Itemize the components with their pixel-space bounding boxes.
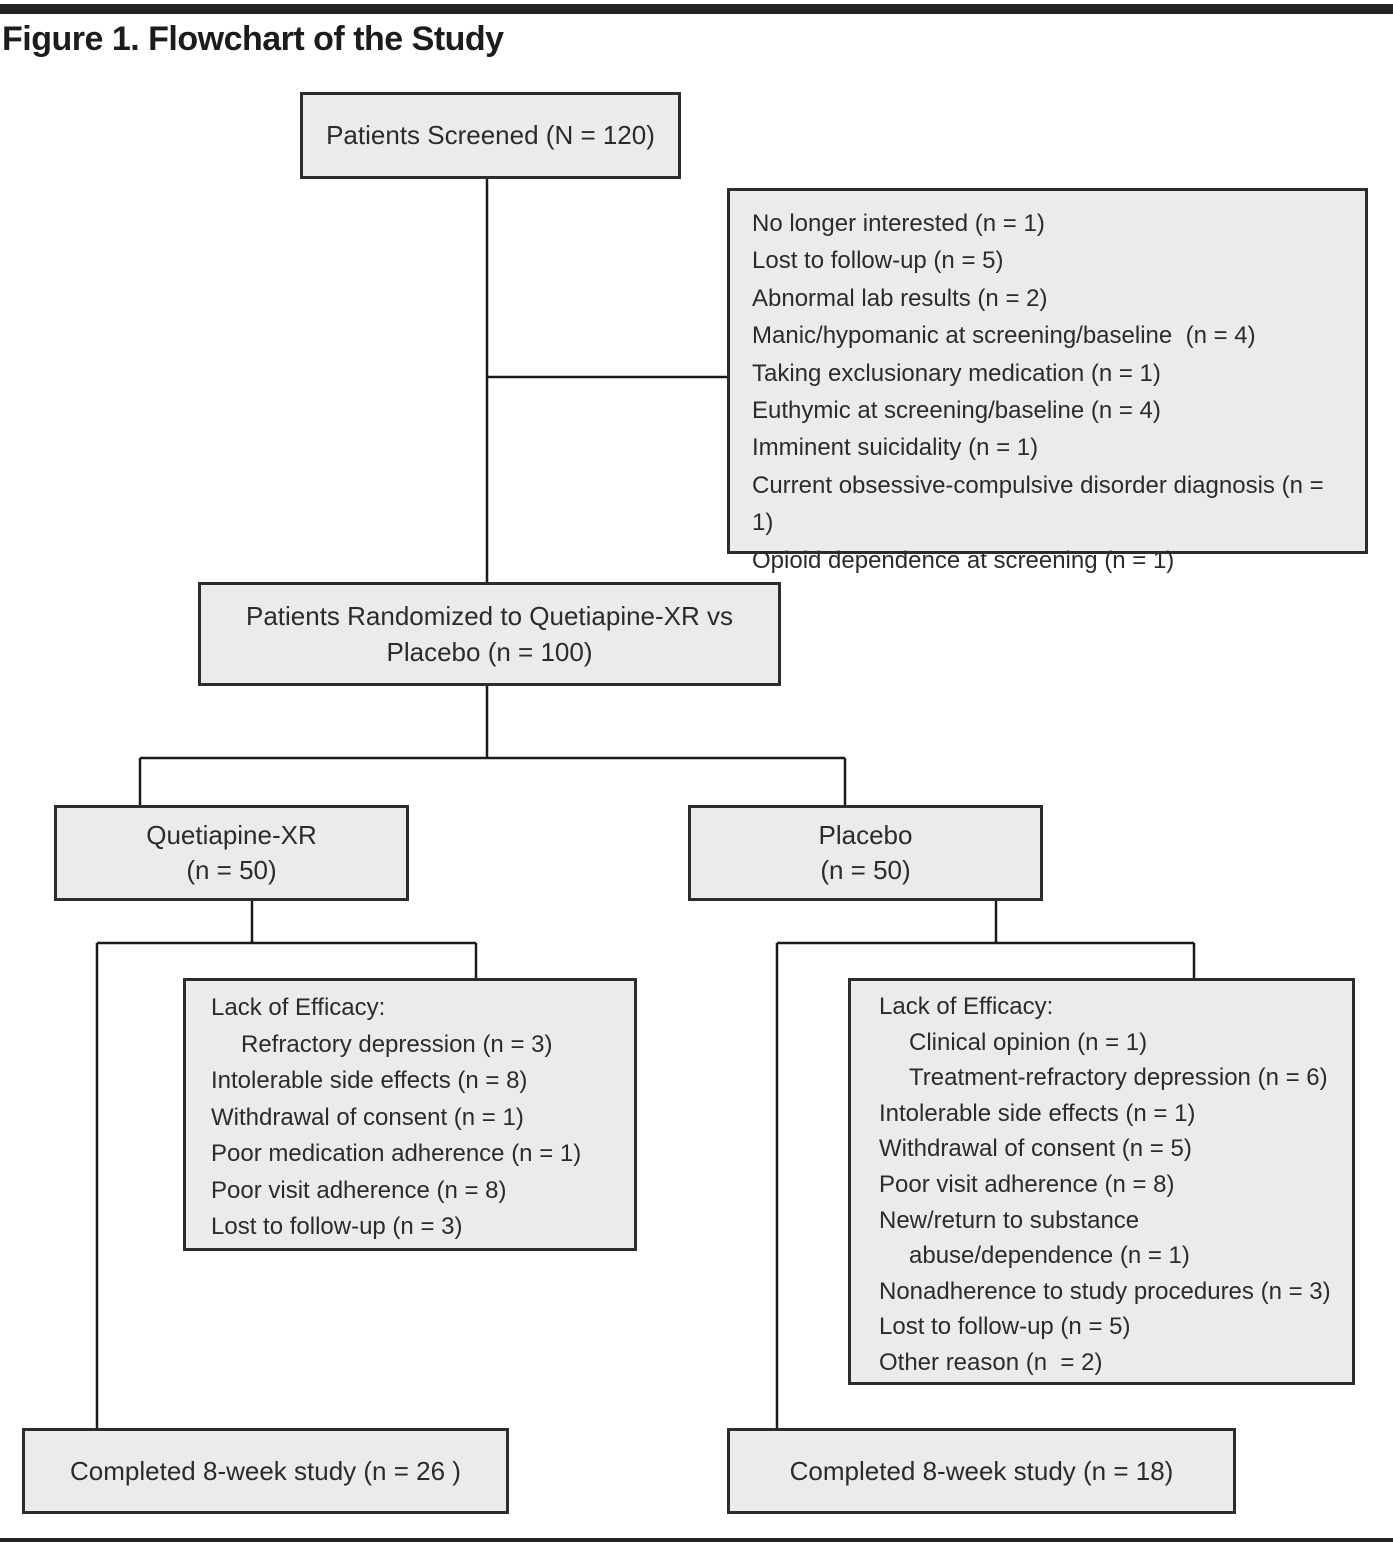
figure-title: Figure 1. Flowchart of the Study: [2, 20, 504, 58]
placebo-dropout-reason: Withdrawal of consent (n = 5): [879, 1135, 1192, 1163]
quetiapine-dropout-reason: Lack of Efficacy:: [211, 994, 386, 1021]
quetiapine-dropout-reason: Lost to follow-up (n = 3): [211, 1213, 463, 1240]
exclusion-reason: Abnormal lab results (n = 2): [752, 284, 1048, 312]
placebo-dropout-reason: Poor visit adherence (n = 8): [879, 1170, 1175, 1198]
exclusion-reason: Opioid dependence at screening (n = 1): [752, 546, 1175, 574]
placebo-dropout-reason: New/return to substance: [879, 1206, 1140, 1234]
quetiapine-arm-n: (n = 50): [186, 855, 277, 885]
exclusion-reason: Imminent suicidality (n = 1): [752, 434, 1039, 462]
randomized-line2: Placebo (n = 100): [386, 637, 593, 667]
placebo-dropout-reason: Clinical opinion (n = 1): [909, 1028, 1148, 1056]
quetiapine-dropout-box: [183, 978, 637, 1251]
randomized-box: [198, 582, 781, 686]
exclusion-reason: Taking exclusionary medication (n = 1): [752, 359, 1161, 387]
placebo-arm-label: Placebo: [818, 820, 913, 850]
placebo-dropout-reason: Other reason (n = 2): [879, 1348, 1103, 1376]
placebo-dropout-reason: Lack of Efficacy:: [879, 993, 1054, 1020]
patients-screened-box: [300, 92, 681, 179]
quetiapine-dropout-reason: Poor medication adherence (n = 1): [211, 1140, 582, 1167]
patients-screened-label: Patients Screened (N = 120): [326, 120, 655, 150]
exclusion-reasons-box: [727, 188, 1368, 574]
placebo-dropout-reason: Nonadherence to study procedures (n = 3): [879, 1277, 1331, 1305]
placebo-arm-box: [688, 805, 1043, 901]
placebo-completed-label: Completed 8-week study (n = 18): [789, 1455, 1174, 1486]
bottom-rule: [0, 1538, 1393, 1542]
quetiapine-arm-label: Quetiapine-XR: [146, 820, 317, 850]
exclusion-reason: Manic/hypomanic at screening/baseline (n = 4): [752, 322, 1256, 350]
exclusion-reason: Lost to follow-up (n = 5): [752, 247, 1004, 275]
placebo-completed-box: [727, 1428, 1236, 1514]
placebo-dropout-reason: abuse/dependence (n = 1): [909, 1242, 1190, 1270]
placebo-dropout-reason: Treatment-refractory depression (n = 6): [909, 1064, 1328, 1092]
exclusion-reason: Euthymic at screening/baseline (n = 4): [752, 397, 1161, 425]
placebo-dropout-box: [848, 978, 1355, 1385]
quetiapine-arm-box: [54, 805, 409, 901]
quetiapine-dropout-reason: Poor visit adherence (n = 8): [211, 1176, 507, 1204]
placebo-arm-n: (n = 50): [820, 855, 911, 885]
exclusion-reason: Current obsessive-compulsive disorder diagnosis (n = 1): [752, 471, 1331, 537]
quetiapine-completed-label: Completed 8-week study (n = 26 ): [70, 1455, 461, 1486]
placebo-dropout-reason: Intolerable side effects (n = 1): [879, 1099, 1196, 1127]
quetiapine-dropout-reason: Withdrawal of consent (n = 1): [211, 1103, 524, 1131]
placebo-dropout-reason: Lost to follow-up (n = 5): [879, 1313, 1131, 1341]
quetiapine-dropout-reason: Refractory depression (n = 3): [241, 1030, 553, 1058]
randomized-line1: Patients Randomized to Quetiapine-XR vs: [245, 601, 734, 631]
quetiapine-dropout-reason: Intolerable side effects (n = 8): [211, 1067, 528, 1094]
quetiapine-completed-box: [22, 1428, 509, 1514]
exclusion-reason: No longer interested (n = 1): [752, 210, 1045, 237]
